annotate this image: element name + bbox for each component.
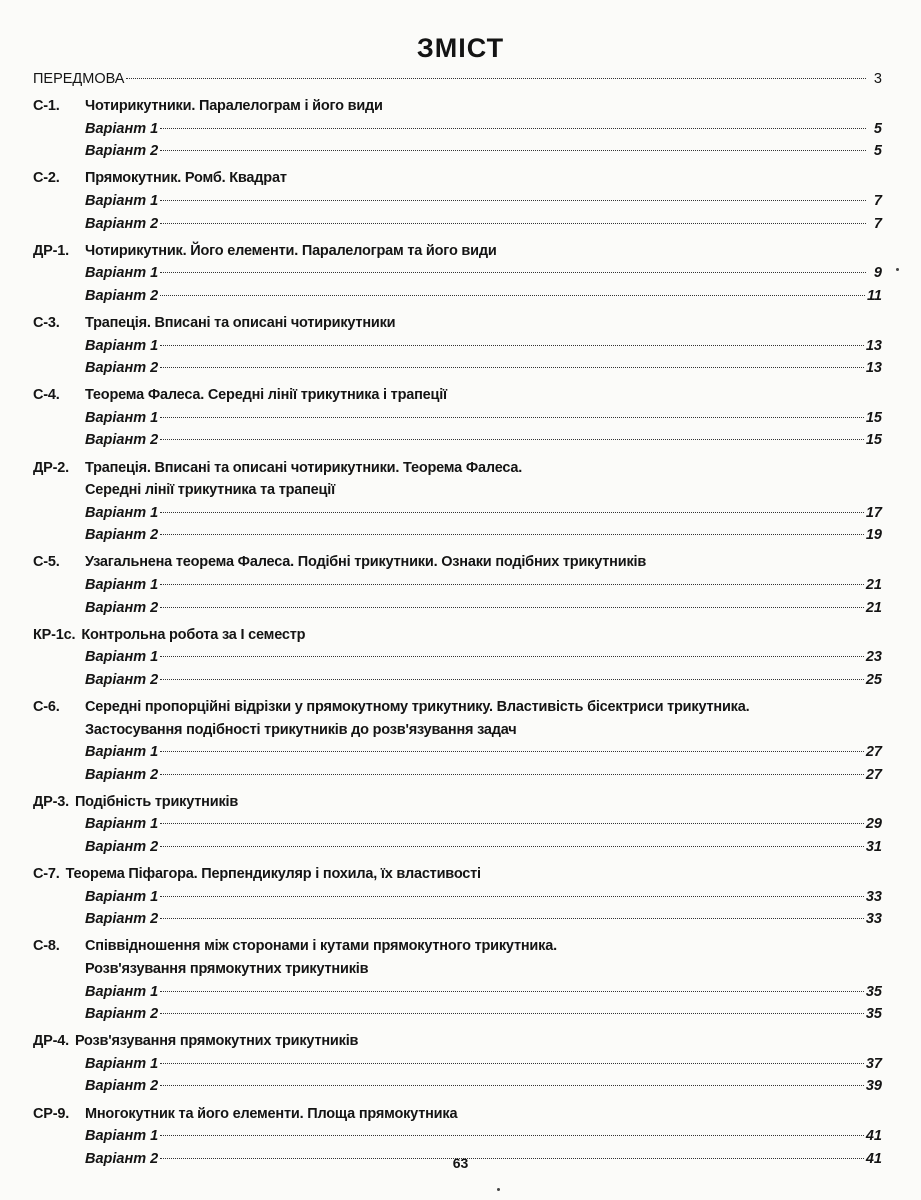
toc-entry-variant[interactable] — [33, 836, 882, 859]
variant-label: Варіант 1 — [85, 192, 159, 209]
toc-entry-variant[interactable] — [33, 646, 882, 669]
section-heading[interactable] — [33, 624, 882, 647]
section-heading[interactable] — [33, 95, 882, 118]
section-code: С-2. — [33, 170, 60, 187]
variant-label: Варіант 2 — [85, 287, 159, 304]
scan-speck — [497, 1188, 500, 1191]
variant-label: Варіант 2 — [85, 432, 159, 449]
page-ref: 41 — [865, 1150, 882, 1167]
toc-section — [33, 935, 882, 1025]
variant-label: Варіант 2 — [85, 527, 159, 544]
toc-entry-variant[interactable] — [33, 981, 882, 1004]
section-title: Співвідношення між сторонами і кутами прямокутного трикутника. — [85, 938, 557, 955]
toc-section — [33, 384, 882, 452]
dot-leader — [160, 991, 864, 992]
section-title: Теорема Піфагора. Перпендикуляр і похила, їх властивості — [65, 866, 481, 883]
page-ref: 19 — [865, 527, 882, 544]
section-code: КР-1с. — [33, 626, 76, 643]
page-ref: 5 — [873, 143, 882, 160]
section-title: Трапеція. Вписані та описані чотирикутники. Теорема Фалеса. — [85, 459, 523, 476]
page-ref: 23 — [865, 649, 882, 666]
table-of-contents — [33, 68, 882, 1170]
toc-entry-variant[interactable] — [33, 190, 882, 213]
dot-leader — [160, 200, 866, 201]
section-heading[interactable] — [33, 551, 882, 574]
variant-label: Варіант 2 — [85, 215, 159, 232]
toc-entry-variant[interactable] — [33, 335, 882, 358]
toc-entry-variant[interactable] — [33, 1003, 882, 1026]
variant-label: Варіант 2 — [85, 360, 159, 377]
dot-leader — [160, 607, 864, 608]
section-title: Застосування подібності трикутників до розв'язування задач — [85, 721, 517, 738]
page-ref: 29 — [865, 816, 882, 833]
page-ref: 17 — [865, 504, 882, 521]
scan-speck — [896, 268, 899, 271]
variant-label: Варіант 1 — [85, 265, 159, 282]
page-ref: 27 — [865, 744, 882, 761]
variant-label: Варіант 1 — [85, 816, 159, 833]
page-ref: 35 — [865, 983, 882, 1000]
page-ref: 41 — [865, 1128, 882, 1145]
page-ref: 11 — [866, 287, 882, 304]
toc-entry-variant[interactable] — [33, 262, 882, 285]
variant-label: Варіант 2 — [85, 839, 159, 855]
preface-label: ПЕРЕДМОВА — [33, 71, 125, 87]
dot-leader — [160, 584, 864, 585]
dot-leader — [160, 751, 864, 752]
variant-label: Варіант 2 — [85, 1006, 159, 1023]
section-heading[interactable] — [33, 958, 882, 981]
variant-label: Варіант 1 — [85, 504, 159, 521]
toc-entry-variant[interactable] — [33, 597, 882, 620]
toc-entry-variant[interactable] — [33, 574, 882, 597]
section-title: Теорема Фалеса. Середні лінії трикутника і трапеції — [85, 387, 447, 404]
section-code: СР-9. — [33, 1105, 70, 1122]
toc-section — [33, 624, 882, 692]
dot-leader — [160, 295, 865, 296]
page-ref: 33 — [865, 911, 882, 928]
page-ref: 31 — [865, 839, 882, 855]
variant-label: Варіант 1 — [85, 120, 159, 137]
toc-entry-variant[interactable] — [33, 669, 882, 692]
dot-leader — [160, 128, 866, 129]
variant-label: Варіант 2 — [85, 911, 159, 928]
toc-section — [33, 240, 882, 308]
section-title: Многокутник та його елементи. Площа прямокутника — [85, 1105, 458, 1122]
variant-label: Варіант 1 — [85, 409, 159, 426]
page-ref: 27 — [865, 766, 882, 783]
variant-label: Варіант 1 — [85, 576, 159, 593]
section-heading[interactable] — [33, 935, 882, 958]
variant-label: Варіант 1 — [85, 888, 159, 905]
page-ref: 15 — [865, 432, 882, 449]
variant-label: Варіант 1 — [85, 744, 159, 761]
toc-entry-variant[interactable] — [33, 764, 882, 787]
section-heading[interactable] — [33, 791, 882, 814]
toc-entry-preface[interactable] — [33, 68, 882, 91]
page-ref: 39 — [865, 1078, 882, 1095]
dot-leader — [160, 1013, 864, 1014]
dot-leader — [160, 439, 864, 440]
section-title: Чотирикутник. Його елементи. Паралелограм та його види — [85, 242, 497, 259]
page-ref: 15 — [865, 409, 882, 426]
toc-entry-variant[interactable] — [33, 407, 882, 430]
section-title: Прямокутник. Ромб. Квадрат — [85, 170, 287, 187]
section-heading[interactable] — [33, 457, 882, 480]
toc-section — [33, 551, 882, 619]
page-ref: 33 — [865, 888, 882, 905]
section-heading[interactable] — [33, 167, 882, 190]
toc-section — [33, 167, 882, 235]
variant-label: Варіант 1 — [85, 1055, 159, 1072]
page-ref: 21 — [865, 576, 882, 593]
page-number: 63 — [452, 1155, 469, 1171]
variant-label: Варіант 2 — [85, 143, 159, 160]
page-ref: 9 — [873, 265, 882, 282]
variant-label: Варіант 2 — [85, 1078, 159, 1095]
dot-leader — [160, 918, 864, 919]
toc-section — [33, 457, 882, 547]
dot-leader — [126, 78, 866, 79]
toc-section — [33, 95, 882, 163]
toc-entry-variant[interactable] — [33, 1125, 882, 1148]
section-code: ДР-2. — [33, 459, 69, 476]
section-title: Середні пропорційні відрізки у прямокутному трикутнику. Властивість бісектриси трикутника. — [85, 698, 750, 715]
dot-leader — [160, 846, 864, 847]
variant-label: Варіант 1 — [85, 337, 159, 354]
section-heading[interactable] — [33, 384, 882, 407]
section-heading[interactable] — [33, 1030, 882, 1053]
variant-label: Варіант 2 — [85, 1150, 159, 1167]
dot-leader — [160, 223, 866, 224]
section-code: С-6. — [33, 698, 60, 715]
section-title: Середні лінії трикутника та трапеції — [85, 482, 335, 499]
toc-entry-variant[interactable] — [33, 886, 882, 909]
page-ref: 5 — [873, 120, 882, 137]
section-code: С-7. — [33, 866, 60, 883]
dot-leader — [160, 823, 864, 824]
section-code: С-8. — [33, 938, 60, 955]
dot-leader — [160, 417, 864, 418]
page-ref: 3 — [873, 71, 882, 87]
toc-entry-variant[interactable] — [33, 813, 882, 836]
section-heading[interactable] — [33, 479, 882, 502]
dot-leader — [160, 1135, 864, 1136]
variant-label: Варіант 1 — [85, 1128, 159, 1145]
section-code: ДР-4. — [33, 1033, 69, 1050]
dot-leader — [160, 272, 866, 273]
toc-entry-variant[interactable] — [33, 908, 882, 931]
toc-entry-variant[interactable] — [33, 429, 882, 452]
page-title: ЗМІСТ — [416, 33, 505, 63]
section-title: Подібність трикутників — [74, 793, 239, 810]
toc-entry-variant[interactable] — [33, 1075, 882, 1098]
dot-leader — [160, 512, 864, 513]
toc-entry-variant[interactable] — [33, 524, 882, 547]
toc-section — [33, 696, 882, 786]
section-heading[interactable] — [33, 312, 882, 335]
section-heading[interactable] — [33, 863, 882, 886]
dot-leader — [160, 896, 864, 897]
section-title: Розв'язування прямокутних трикутників — [85, 960, 369, 977]
variant-label: Варіант 2 — [85, 671, 159, 688]
section-title: Контрольна робота за І семестр — [81, 626, 306, 643]
toc-entry-variant[interactable] — [33, 140, 882, 163]
variant-label: Варіант 2 — [85, 599, 159, 616]
toc-entry-variant[interactable] — [33, 285, 882, 308]
dot-leader — [160, 1085, 864, 1086]
toc-entry-variant[interactable] — [33, 118, 882, 141]
page-ref: 13 — [865, 360, 882, 377]
toc-entry-variant[interactable] — [33, 357, 882, 380]
section-code: С-3. — [33, 314, 60, 331]
dot-leader — [160, 345, 864, 346]
page-ref: 37 — [865, 1055, 882, 1072]
toc-entry-variant[interactable] — [33, 502, 882, 525]
section-heading[interactable] — [33, 719, 882, 742]
section-title: Чотирикутники. Паралелограм і його види — [85, 98, 383, 115]
section-heading[interactable] — [33, 1103, 882, 1126]
section-heading[interactable] — [33, 240, 882, 263]
variant-label: Варіант 2 — [85, 766, 159, 783]
toc-entry-variant[interactable] — [33, 741, 882, 764]
page-ref: 35 — [865, 1006, 882, 1023]
section-title: Узагальнена теорема Фалеса. Подібні трикутники. Ознаки подібних трикутників — [85, 554, 647, 571]
section-heading[interactable] — [33, 696, 882, 719]
section-title: Розв'язування прямокутних трикутників — [74, 1033, 359, 1050]
toc-section — [33, 863, 882, 931]
toc-section — [33, 312, 882, 380]
variant-label: Варіант 1 — [85, 649, 159, 666]
variant-label: Варіант 1 — [85, 983, 159, 1000]
dot-leader — [160, 1063, 864, 1064]
section-code: С-5. — [33, 554, 60, 571]
section-title: Трапеція. Вписані та описані чотирикутники — [85, 314, 396, 331]
page-ref: 7 — [873, 192, 882, 209]
section-code: С-1. — [33, 98, 60, 115]
dot-leader — [160, 534, 864, 535]
section-code: С-4. — [33, 387, 60, 404]
page-ref: 21 — [865, 599, 882, 616]
dot-leader — [160, 774, 864, 775]
dot-leader — [160, 150, 866, 151]
dot-leader — [160, 679, 864, 680]
dot-leader — [160, 656, 864, 657]
dot-leader — [160, 367, 864, 368]
page-ref: 13 — [865, 337, 882, 354]
section-code: ДР-3. — [33, 793, 69, 810]
page-ref: 25 — [865, 671, 882, 688]
toc-entry-variant[interactable] — [33, 1053, 882, 1076]
page-ref: 7 — [873, 215, 882, 232]
section-code: ДР-1. — [33, 242, 69, 259]
toc-section — [33, 791, 882, 859]
toc-entry-variant[interactable] — [33, 213, 882, 236]
toc-section — [33, 1030, 882, 1098]
